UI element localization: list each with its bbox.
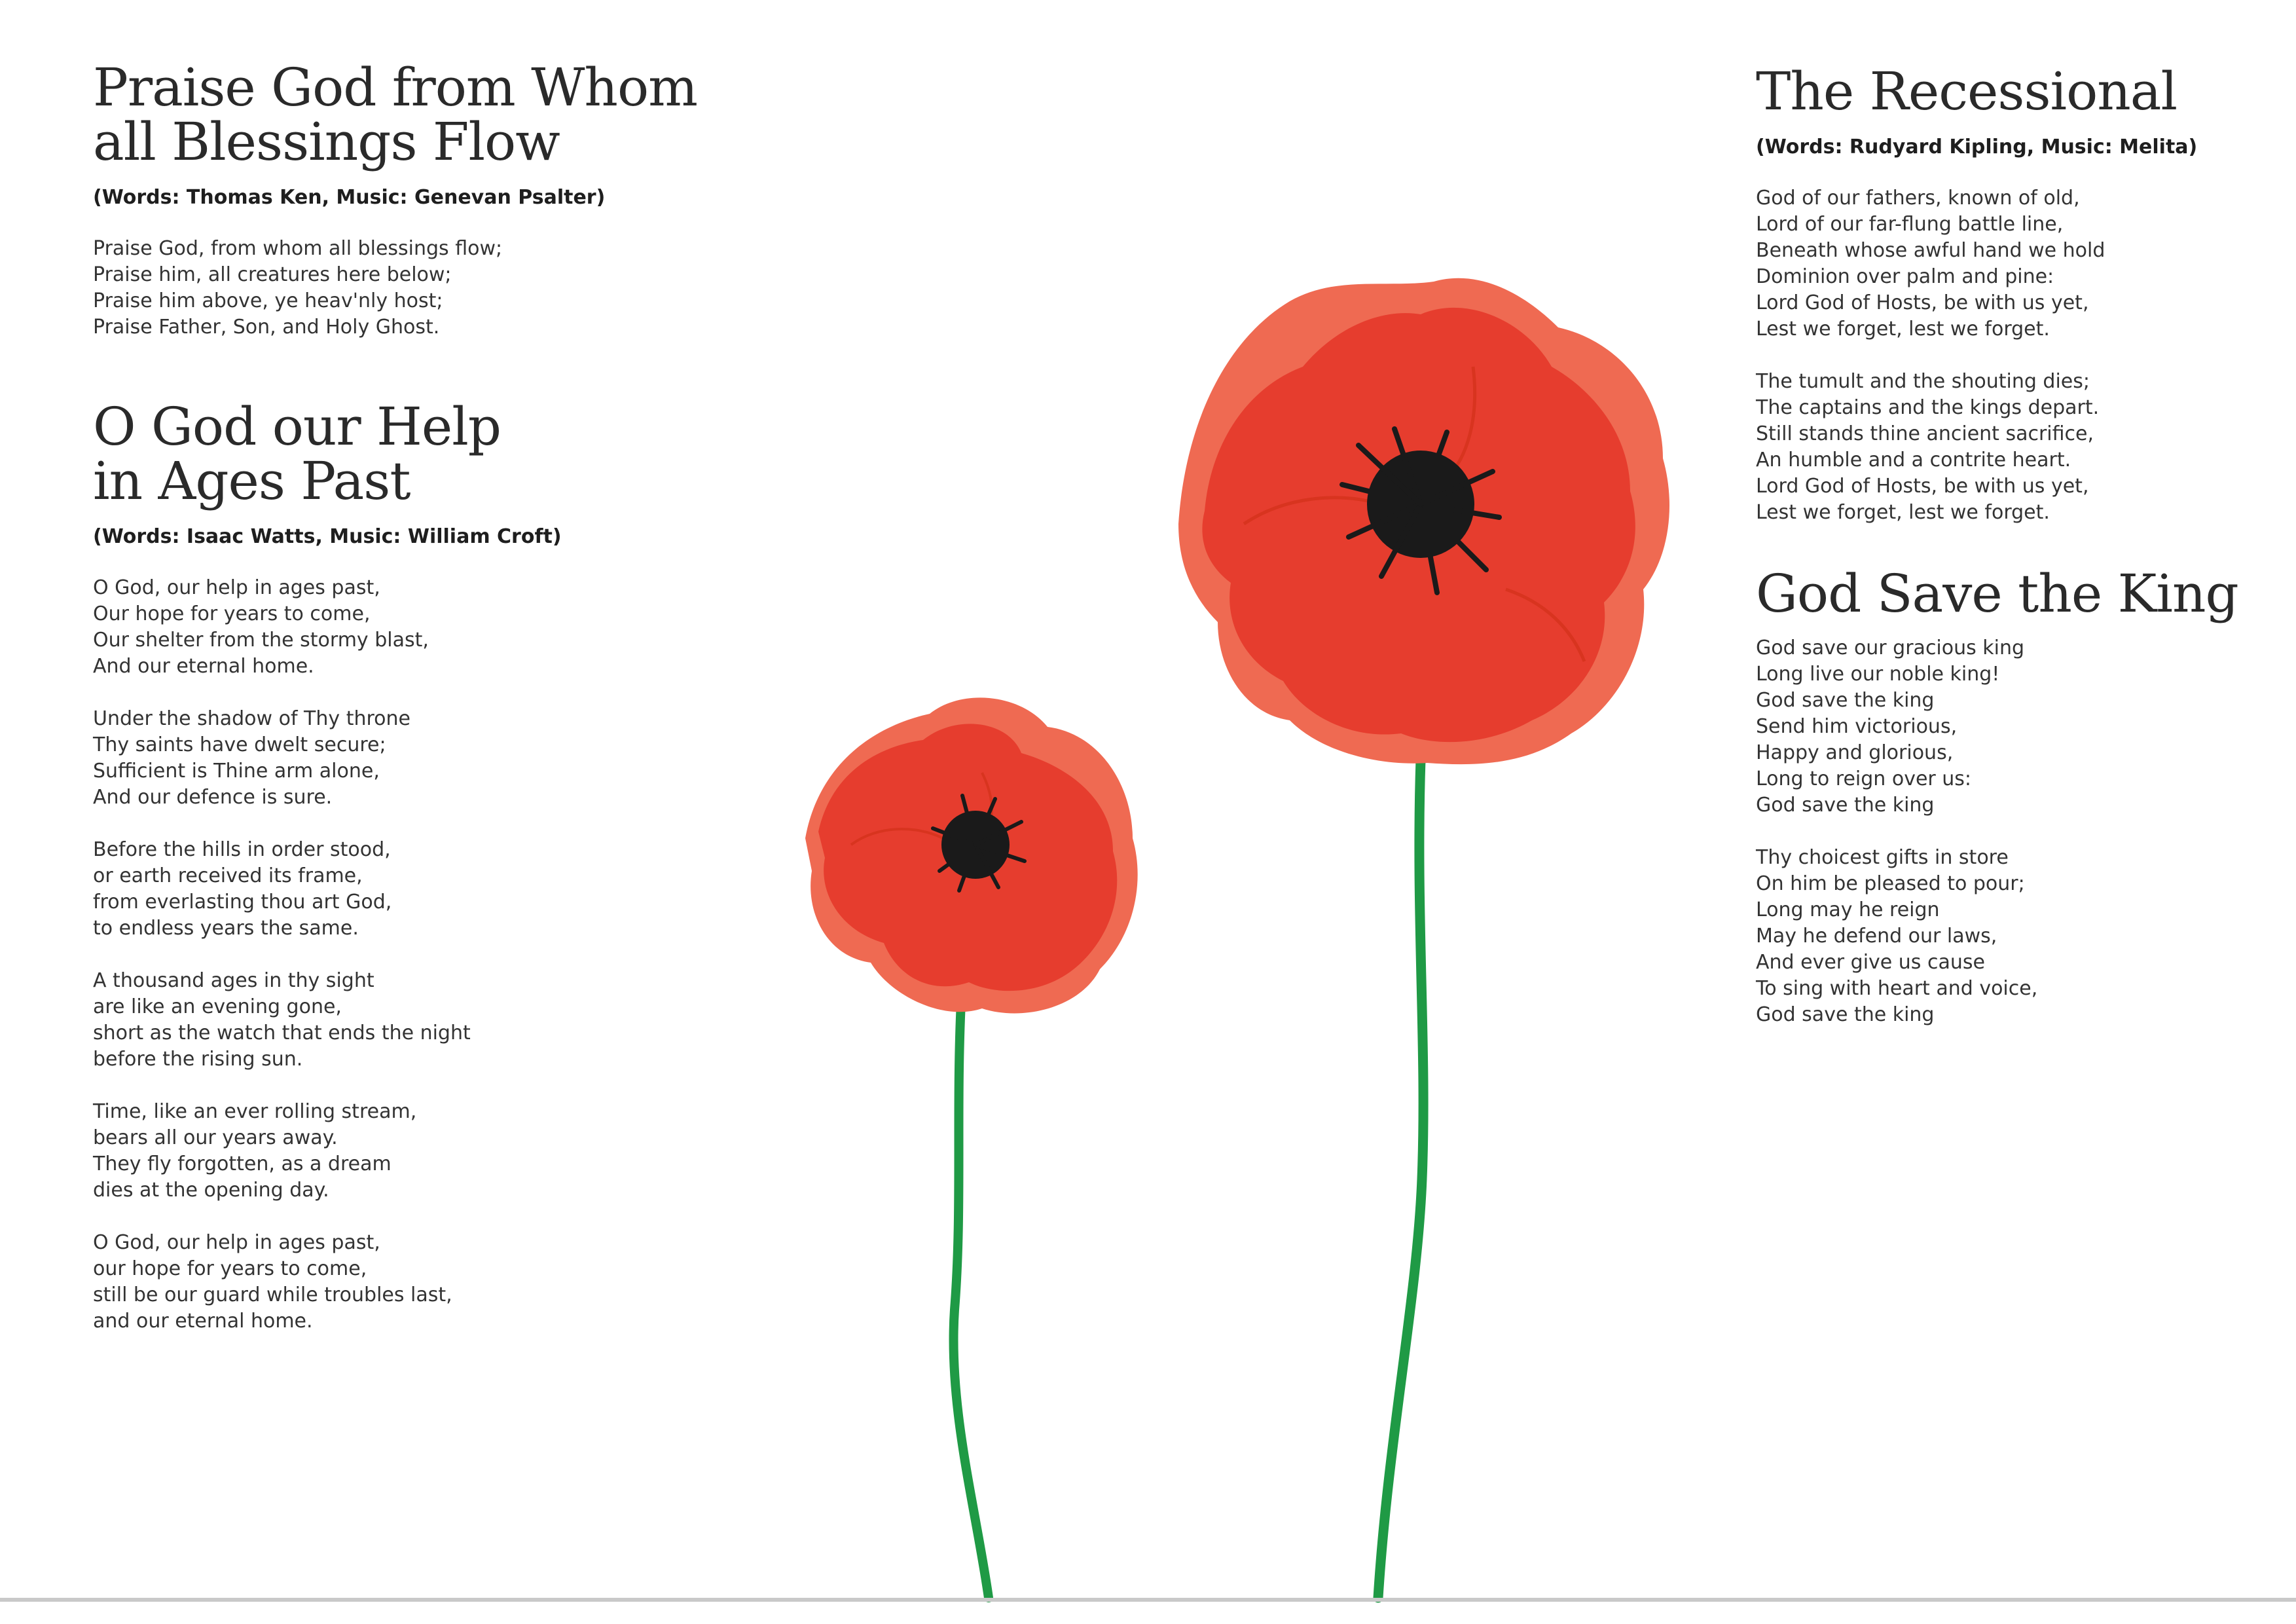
verse-line: dies at the opening day. [93, 1179, 329, 1202]
verse [1756, 185, 2253, 342]
large-poppy-flower [1178, 278, 1669, 764]
verse-line: our hope for years to come, [93, 1257, 367, 1280]
verse-line: God save the king [1756, 794, 1935, 817]
verse [1756, 635, 2253, 819]
verse-line: or earth received its frame, [93, 864, 363, 887]
small-poppy-flower [805, 697, 1138, 1013]
verse-line: Lest we forget, lest we forget. [1756, 501, 2050, 524]
left-column [93, 57, 748, 1374]
verse-line: And our eternal home. [93, 655, 314, 678]
verse-line: May he defend our laws, [1756, 925, 1997, 948]
verse-line: Lord God of Hosts, be with us yet, [1756, 291, 2089, 314]
verse [93, 837, 748, 942]
verse-line: Praise God, from whom all blessings flow; [93, 237, 503, 260]
verse-line: Under the shadow of Thy throne [93, 707, 410, 730]
verse-line: Beneath whose awful hand we hold [1756, 239, 2105, 262]
verse-line: Happy and glorious, [1756, 741, 1954, 764]
hymn-title-line: all Blessings Flow [93, 111, 560, 172]
small-poppy-stem [953, 1002, 989, 1598]
hymn-title-line: O God our Help [93, 396, 501, 457]
verse-line: Time, like an ever rolling stream, [93, 1100, 417, 1123]
verse-line: Lord of our far-flung battle line, [1756, 213, 2064, 236]
verse-line: Lord God of Hosts, be with us yet, [1756, 475, 2089, 498]
verse-line: Thy choicest gifts in store [1756, 846, 2009, 869]
hymn-praise-god [93, 57, 748, 341]
verse [93, 1099, 748, 1204]
verse [93, 236, 748, 341]
verse-line: O God, our help in ages past, [93, 576, 380, 599]
right-column [1756, 61, 2253, 1067]
hymn-credit: (Words: Thomas Ken, Music: Genevan Psalter) [93, 186, 606, 209]
verse-line: O God, our help in ages past, [93, 1231, 380, 1254]
verse-line: Praise him, all creatures here below; [93, 263, 452, 286]
hymn-title [1756, 61, 2253, 122]
verse-line: Dominion over palm and pine: [1756, 265, 2054, 288]
verse-line: And our defence is sure. [93, 786, 333, 809]
verse [1756, 845, 2253, 1028]
verse-line: And ever give us cause [1756, 951, 1985, 974]
verse-line: before the rising sun. [93, 1048, 303, 1071]
verse-line: An humble and a contrite heart. [1756, 449, 2071, 471]
verse-line: God of our fathers, known of old, [1756, 187, 2080, 210]
verse-line: Sufficient is Thine arm alone, [93, 760, 380, 783]
hymn-title-line: God Save the King [1756, 563, 2238, 624]
verse-line: Praise him above, ye heav'nly host; [93, 289, 443, 312]
hymn-title-line: in Ages Past [93, 451, 410, 511]
hymn-the-recessional [1756, 61, 2253, 526]
verse-line: short as the watch that ends the night [93, 1022, 471, 1044]
verse-line: On him be pleased to pour; [1756, 872, 2025, 895]
hymn-title [1756, 563, 2253, 624]
hymn-title-line: The Recessional [1756, 61, 2178, 122]
verse-line: The captains and the kings depart. [1756, 396, 2100, 419]
verse-line: Praise Father, Son, and Holy Ghost. [93, 316, 440, 339]
verse-line: from everlasting thou art God, [93, 891, 392, 913]
verse-line: God save our gracious king [1756, 637, 2025, 659]
verse [93, 706, 748, 811]
verse-line: They fly forgotten, as a dream [93, 1153, 392, 1175]
hymn-title [93, 57, 748, 172]
verse [93, 968, 748, 1073]
hymn-title-line: Praise God from Whom [93, 57, 697, 118]
verse-line: The tumult and the shouting dies; [1756, 370, 2090, 393]
verse-line: still be our guard while troubles last, [93, 1283, 452, 1306]
verse-line: and our eternal home. [93, 1310, 313, 1333]
hymn-god-save-the-king [1756, 563, 2253, 1028]
verse [93, 1230, 748, 1335]
verse-line: Lest we forget, lest we forget. [1756, 318, 2050, 341]
verse-line: to endless years the same. [93, 917, 359, 940]
verse [93, 575, 748, 680]
verse-line: Long to reign over us: [1756, 767, 1972, 790]
verse-line: God save the king [1756, 689, 1935, 712]
page-bottom-divider [0, 1598, 2296, 1602]
verse [1756, 369, 2253, 526]
verse-line: God save the king [1756, 1003, 1935, 1026]
verse-line: Still stands thine ancient sacrifice, [1756, 422, 2094, 445]
verse-line: Our hope for years to come, [93, 602, 371, 625]
hymn-credit: (Words: Isaac Watts, Music: William Croft) [93, 525, 562, 548]
verse-line: A thousand ages in thy sight [93, 969, 374, 992]
verse-line: Long may he reign [1756, 898, 1940, 921]
verse-line: Send him victorious, [1756, 715, 1958, 738]
verse-line: Our shelter from the stormy blast, [93, 629, 429, 652]
large-poppy-stem [1378, 760, 1423, 1598]
verse-line: bears all our years away. [93, 1126, 338, 1149]
hymn-o-god-our-help [93, 396, 748, 1335]
hymn-credit: (Words: Rudyard Kipling, Music: Melita) [1756, 136, 2198, 158]
verse-line: Long live our noble king! [1756, 663, 2000, 686]
verse-line: To sing with heart and voice, [1756, 977, 2038, 1000]
hymn-title [93, 396, 748, 511]
verse-line: Thy saints have dwelt secure; [93, 733, 386, 756]
verse-line: Before the hills in order stood, [93, 838, 391, 861]
verse-line: are like an evening gone, [93, 995, 342, 1018]
